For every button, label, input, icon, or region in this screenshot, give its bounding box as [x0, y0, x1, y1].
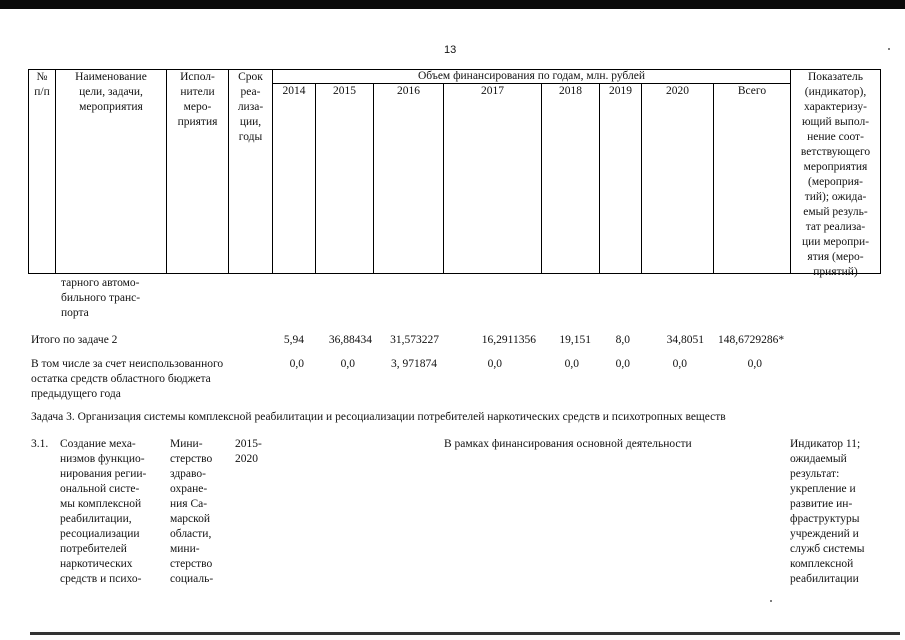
header-year-2020: 2020: [666, 85, 689, 97]
header-year-2015: 2015: [333, 85, 356, 97]
unused-value-2019: 0,0: [615, 358, 630, 370]
unused-value-2015: 0,0: [340, 358, 355, 370]
scan-speck: [888, 48, 890, 50]
row-number: 3.1.: [31, 438, 49, 450]
header-year-2019: 2019: [609, 85, 632, 97]
header-total: Всего: [737, 85, 767, 97]
continued-text: тарного автомо- бильного транс- порта: [61, 277, 141, 319]
task3-heading: Задача 3. Организация системы комплексной реабилитации и ресоциализации потребителей наркотических средств и психотропных веществ: [31, 411, 726, 423]
header-col-name: Наименование цели, задачи, мероприятия: [75, 71, 147, 113]
row-executors: Мини- стерство здраво- охране- ния Са- марской области, мини- стерство социаль-: [170, 438, 214, 585]
scan-speck: [770, 600, 772, 602]
scan-bottom-border: [30, 632, 900, 635]
header-year-2016: 2016: [397, 85, 420, 97]
row-activity-name: Создание меха- низмов функцио- нирования регии- ональной систе- мы комплексной реабилитации, ресоциализации потребителей наркотических средств и психо-: [60, 438, 147, 585]
header-col-number: № п/п: [34, 71, 50, 98]
row-funding-note: В рамках финансирования основной деятельности: [444, 438, 692, 450]
row-term: 2015- 2020: [235, 438, 262, 465]
total-value-2020: 34,8051: [666, 334, 704, 346]
unused-value-2016: 3, 971874: [391, 358, 437, 370]
total-value-2016: 31,573227: [390, 334, 439, 346]
unused-value-2017: 0,0: [487, 358, 502, 370]
unused-value-2014: 0,0: [289, 358, 304, 370]
header-year-2017: 2017: [481, 85, 504, 97]
header-col-funding: Объем финансирования по годам, млн. рублей: [418, 70, 645, 82]
header-col-executors: Испол- нители меро- приятия: [177, 71, 218, 128]
header-year-2018: 2018: [559, 85, 582, 97]
total-value-2019: 8,0: [615, 334, 630, 346]
total-value-2014: 5,94: [283, 334, 304, 346]
total-value-2015: 36,88434: [328, 334, 372, 346]
page-number: 13: [444, 44, 457, 56]
total-value-2018: 19,151: [559, 334, 591, 346]
scan-top-border: [0, 0, 905, 9]
unused-funds-label: В том числе за счет неиспользованного остатка средств областного бюджета предыдущего года: [31, 358, 224, 400]
total-value-all: 148,6729286*: [718, 334, 785, 346]
header-col-indicator: Показатель (индикатор), характеризу- ющий выпол- нение соот- ветствующего мероприятия (мероприя- тий); ожида- емый резуль- тат реализа- ции меропри- ятия (меро- приятий): [800, 71, 871, 278]
header-year-2014: 2014: [282, 85, 306, 97]
header-col-term: Срок реа- лиза- ции, годы: [237, 71, 264, 143]
total-value-2017: 16,2911356: [481, 334, 536, 346]
unused-value-all: 0,0: [747, 358, 762, 370]
total-label: Итого по задаче 2: [31, 334, 118, 346]
row-indicator: Индикатор 11; ожидаемый результат: укрепление и развитие ин- фраструктуры учреждений и служб системы комплексной реабилитации: [790, 438, 865, 585]
unused-value-2020: 0,0: [672, 358, 687, 370]
unused-value-2018: 0,0: [564, 358, 579, 370]
